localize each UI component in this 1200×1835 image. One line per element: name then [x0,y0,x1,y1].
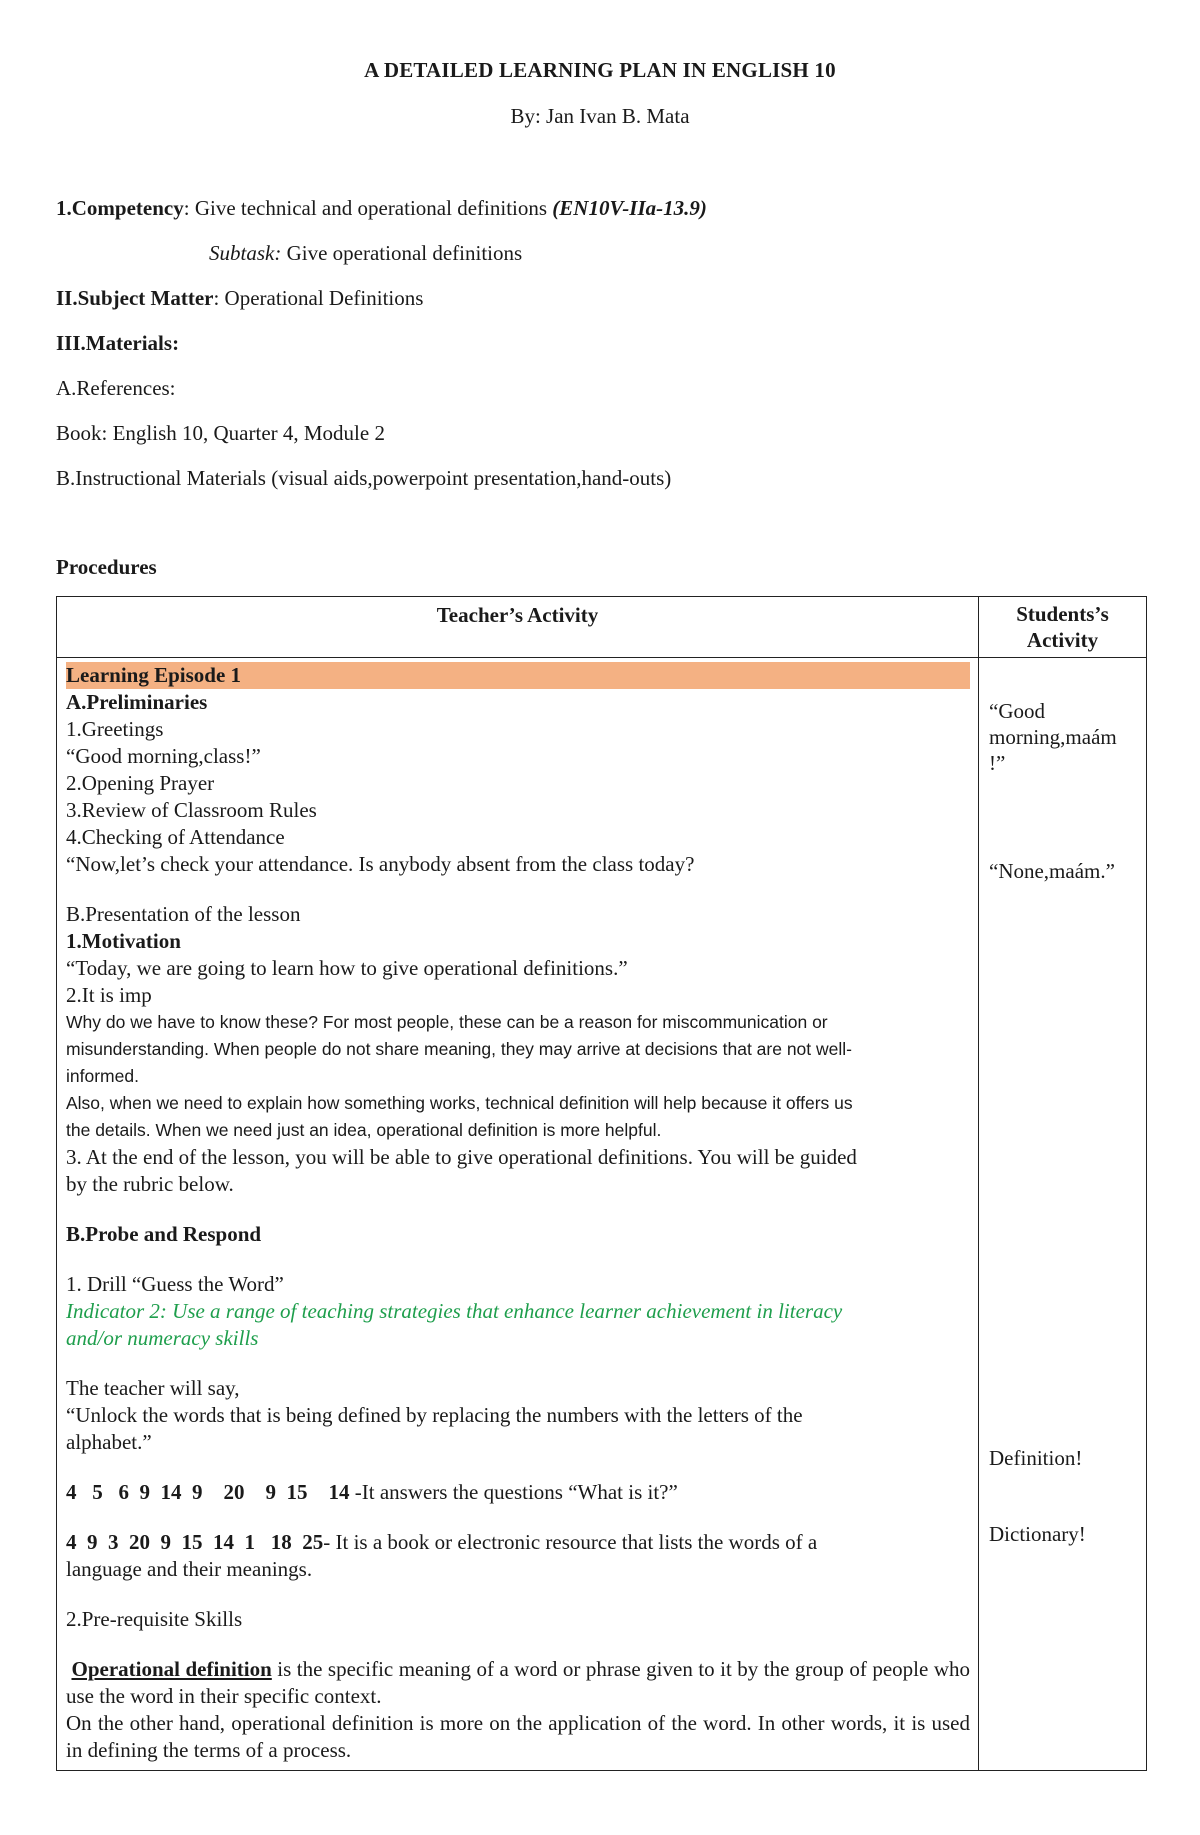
code-word-1-numbers: 4 5 6 9 14 9 20 9 15 14 [66,1480,350,1504]
spacer [66,1456,970,1479]
spacer [66,1352,970,1375]
code-word-1-clue: -It answers the questions “What is it?” [349,1480,678,1504]
attendance-item: 4.Checking of Attendance [66,825,285,849]
unlock-instruction-1: “Unlock the words that is being defined by replacing the numbers with the letters of the [66,1403,803,1427]
student-header-line-2: Activity [1026,628,1099,652]
motivation-quote: “Today, we are going to learn how to give operational definitions.” [66,956,628,980]
teacher-activity-header: Teacher’s Activity [57,597,979,658]
indicator-line-1: Indicator 2: Use a range of teaching strategies that enhance learner achievement in literacy [66,1299,843,1323]
objective-line-1: 3. At the end of the lesson, you will be able to give operational definitions. You will be guided [66,1145,857,1169]
objective-line-2: by the rubric below. [66,1172,234,1196]
unlock-instruction-2: alphabet.” [66,1430,152,1454]
code-word-1 [66,1479,970,1506]
spacer [66,1248,970,1271]
importance-text-1: Why do we have to know these? For most people, these can be a reason for miscommunication or [66,1012,828,1032]
instructional-materials-line: B.Instructional Materials (visual aids,powerpoint presentation,hand-outs) [56,466,672,490]
importance-text-3: informed. [66,1066,139,1086]
student-greeting-line-2: morning,maám [989,725,1117,749]
student-header-line-1: Students’s [1016,602,1109,626]
code-word-2-clue: - It is a book or electronic resource that lists the words of a [323,1530,818,1554]
subtask-line [209,241,522,266]
operational-definition-term: Operational definition [71,1657,272,1681]
greetings-quote: “Good morning,class!” [66,744,261,768]
motivation-heading: 1.Motivation [66,929,181,953]
competency-text: : Give technical and operational definitions [183,196,553,220]
author-byline: By: Jan Ivan B. Mata [510,104,690,128]
materials-heading: III.Materials: [56,331,180,355]
subtask-text: Give operational definitions [281,241,523,265]
importance-text-2: misunderstanding. When people do not share meaning, they may arrive at decisions that are not well- [66,1039,852,1059]
student-activity-cell [979,658,1147,1771]
other-hand-paragraph: On the other hand, operational definition is more on the application of the word. In other words, it is used in defining the terms of a process. [66,1711,970,1762]
opening-prayer-item: 2.Opening Prayer [66,771,215,795]
learning-episode-banner: Learning Episode 1 [66,662,970,689]
references-line: A.References: [56,376,176,400]
competency-label: 1.Competency [56,196,184,220]
attendance-quote: “Now,let’s check your attendance. Is anybody absent from the class today? [66,852,695,876]
operational-definition-text: is the specific meaning of a word or phrase given to it by the group of people who use the word in their specific context. [66,1657,970,1708]
code-word-2-clue-cont: language and their meanings. [66,1557,313,1581]
student-greeting-line-3: !” [989,751,1006,775]
spacer [66,1198,970,1221]
code-word-2-numbers: 4 9 3 20 9 15 14 1 18 25 [66,1530,324,1554]
indicator-line-2: and/or numeracy skills [66,1326,259,1350]
code-word-2 [66,1529,970,1556]
importance-item: 2.It is imp [66,983,152,1007]
importance-text-5: the details. When we need just an idea, operational definition is more helpful. [66,1120,662,1140]
student-greeting-response [989,698,1140,776]
spacer [66,1633,970,1656]
greetings-item: 1.Greetings [66,717,164,741]
drill-item: 1. Drill “Guess the Word” [66,1272,284,1296]
classroom-rules-item: 3.Review of Classroom Rules [66,798,317,822]
competency-line [56,196,707,221]
importance-text-4: Also, when we need to explain how something works, technical definition will help because it offers us [66,1093,853,1113]
spacer [66,1506,970,1529]
document-title: A DETAILED LEARNING PLAN IN ENGLISH 10 [364,58,836,82]
subtask-label: Subtask: [209,241,282,265]
prerequisite-skills-item: 2.Pre-requisite Skills [66,1607,243,1631]
subject-matter-label: II.Subject Matter [56,286,214,310]
procedures-heading: Procedures [56,555,157,579]
competency-code: (EN10V-IIa-13.9) [552,196,707,220]
book-line: Book: English 10, Quarter 4, Module 2 [56,421,385,445]
preliminaries-heading: A.Preliminaries [66,690,208,714]
student-attendance-response: “None,maám.” [989,859,1115,883]
student-greeting-line-1: “Good [989,699,1045,723]
spacer [66,878,970,901]
subject-matter-text: : Operational Definitions [213,286,424,310]
teacher-activity-cell [57,658,979,1771]
probe-respond-heading: B.Probe and Respond [66,1222,262,1246]
operational-definition-paragraph [66,1656,970,1710]
student-activity-header [979,597,1147,658]
student-answer-definition: Definition! [989,1446,1083,1470]
procedures-table [56,596,1147,1771]
presentation-heading: B.Presentation of the lesson [66,902,301,926]
teacher-say-line: The teacher will say, [66,1376,240,1400]
spacer [66,1583,970,1606]
subject-matter-line [56,286,423,311]
student-answer-dictionary: Dictionary! [989,1522,1086,1546]
